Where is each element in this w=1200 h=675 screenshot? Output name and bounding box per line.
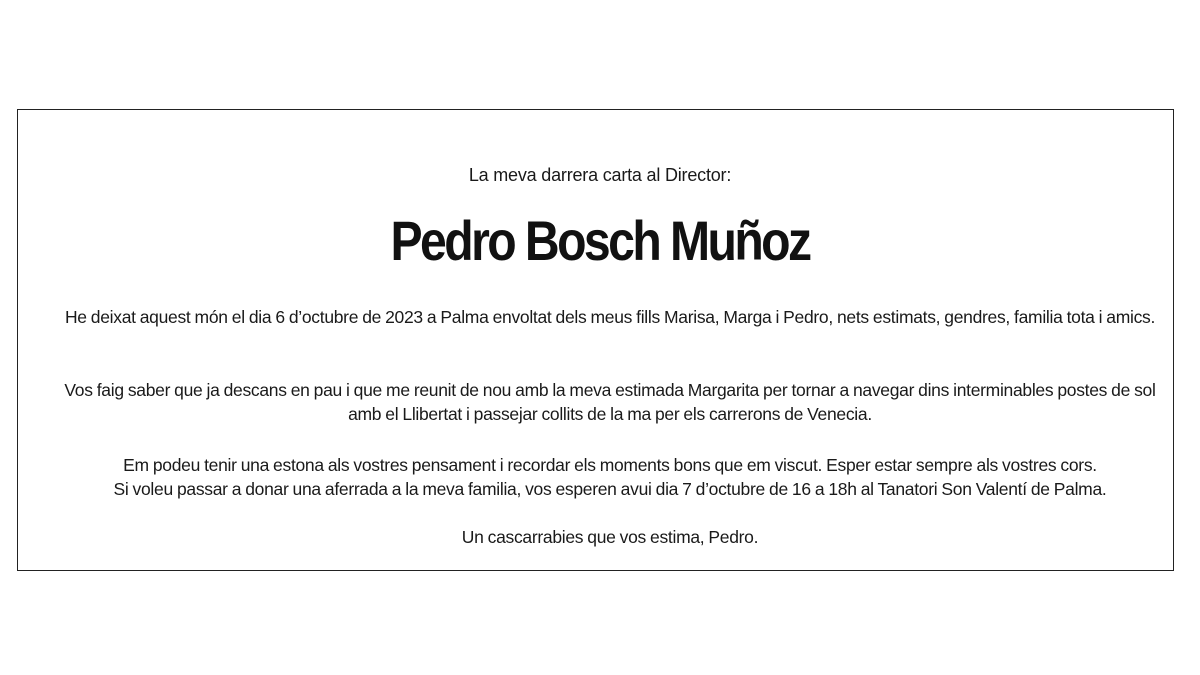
notice-paragraph-rest	[60, 378, 1160, 426]
notice-paragraph-death	[60, 305, 1160, 329]
deceased-name: Pedro Bosch Muñoz	[390, 209, 810, 272]
notice-paragraph-visitation	[60, 453, 1160, 501]
paragraph-text: Em podeu tenir una estona als vostres pensament i recordar els moments bons que em viscut. Esper estar sempre als vostres cors.	[123, 455, 1097, 475]
closing-text: Un cascarrabies que vos estima, Pedro.	[461, 527, 759, 547]
paragraph-text: He deixat aquest món el dia 6 d’octubre de 2023 a Palma envoltat dels meus fills Marisa, Marga i Pedro, nets estimats, gendres, familia tota i amics.	[64, 307, 1156, 327]
notice-closing	[60, 525, 1160, 549]
paragraph-text: Si voleu passar a donar una aferrada a la meva familia, vos esperen avui dia 7 d’octubre de 16 a 18h al Tanatori Son Valentí de Palma.	[113, 479, 1107, 499]
paragraph-text: Vos faig saber que ja descans en pau i que me reunit de nou amb la meva estimada Margarita per tornar a navegar dins interminables postes de sol amb el Llibertat i passejar collits de la ma per els carrerons de Venecia.	[64, 380, 1156, 424]
notice-intro: La meva darrera carta al Director:	[468, 165, 732, 185]
